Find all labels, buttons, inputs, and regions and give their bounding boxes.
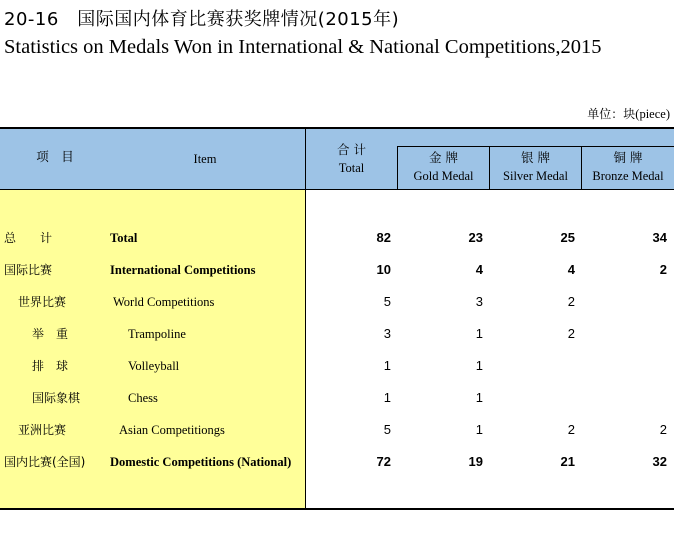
row-label-cn: 国际比赛: [4, 263, 53, 277]
header-gold-en: Gold Medal: [413, 169, 474, 183]
gold-value: 23: [468, 230, 483, 245]
bronze-value: 2: [659, 262, 667, 277]
header-bottom-rule: [0, 189, 674, 190]
gold-value: 3: [475, 294, 483, 309]
table-row-world: [0, 292, 674, 312]
header-item-en: Item: [193, 152, 217, 166]
total-value: 10: [376, 262, 391, 277]
gold-value: 1: [475, 390, 483, 405]
table-row-chess: [0, 388, 674, 408]
row-label-en: Asian Competitiongs: [119, 423, 225, 437]
table-row-weightlifting: [0, 324, 674, 344]
row-label-cn: 亚洲比赛: [18, 423, 67, 437]
total-value: 1: [383, 358, 391, 373]
row-label-en: Chess: [128, 391, 158, 405]
title-english: Statistics on Medals Won in International & National Competitions,2015: [4, 36, 602, 58]
silver-value: 21: [560, 454, 575, 469]
total-value: 5: [383, 422, 391, 437]
row-label-en: Volleyball: [128, 359, 180, 373]
bronze-value: 34: [652, 230, 667, 245]
row-label-en: World Competitions: [113, 295, 215, 309]
header-silver-cn: 银 牌: [521, 150, 550, 165]
row-label-cn: 举 重: [32, 327, 69, 341]
gold-value: 1: [475, 422, 483, 437]
silver-value: 4: [567, 262, 575, 277]
gold-value: 4: [475, 262, 483, 277]
row-label-en: International Competitions: [110, 263, 256, 277]
silver-value: 2: [567, 422, 575, 437]
header-silver-en: Silver Medal: [503, 169, 568, 183]
silver-value: 2: [567, 294, 575, 309]
row-label-en: Total: [110, 231, 138, 245]
header-bronze-en: Bronze Medal: [592, 169, 664, 183]
total-value: 3: [383, 326, 391, 341]
gold-value: 1: [475, 326, 483, 341]
total-value: 72: [376, 454, 391, 469]
bronze-value: 2: [659, 422, 667, 437]
silver-value: 2: [567, 326, 575, 341]
row-label-en: Trampoline: [128, 327, 186, 341]
gold-value: 19: [468, 454, 483, 469]
silver-value: 25: [560, 230, 575, 245]
table-row-domestic: [0, 452, 674, 472]
table-row-total: [0, 228, 674, 248]
table-row-volleyball: [0, 356, 674, 376]
row-label-cn: 世界比赛: [18, 295, 67, 309]
table-bottom-rule: [0, 508, 674, 510]
header-bronze-cn: 铜 牌: [613, 150, 643, 165]
row-label-cn: 国内比赛(全国): [4, 455, 86, 469]
total-value: 1: [383, 390, 391, 405]
header-item-cn: 项 目: [36, 149, 74, 164]
unit-label-cn: 单位：块: [587, 107, 636, 121]
header-total-cn: 合 计: [337, 142, 366, 157]
bronze-value: 32: [652, 454, 667, 469]
unit-label: [587, 105, 670, 122]
total-value: 5: [383, 294, 391, 309]
total-value: 82: [376, 230, 391, 245]
table-row-international: [0, 260, 674, 280]
unit-label-en: (piece): [635, 107, 670, 121]
table-row-asian: [0, 420, 674, 440]
gold-value: 1: [475, 358, 483, 373]
row-label-cn: 总 计: [4, 231, 53, 245]
row-label-en: Domestic Competitions (National): [110, 455, 292, 469]
header-gold-cn: 金 牌: [429, 150, 458, 165]
row-label-cn: 国际象棋: [32, 391, 81, 405]
title-chinese: 20-16 国际国内体育比赛获奖牌情况(2015年): [4, 9, 400, 30]
header-total-en: Total: [338, 161, 365, 175]
table-top-rule: [0, 127, 674, 129]
row-label-cn: 排 球: [32, 359, 69, 373]
medal-subheader-rule: [398, 146, 674, 147]
